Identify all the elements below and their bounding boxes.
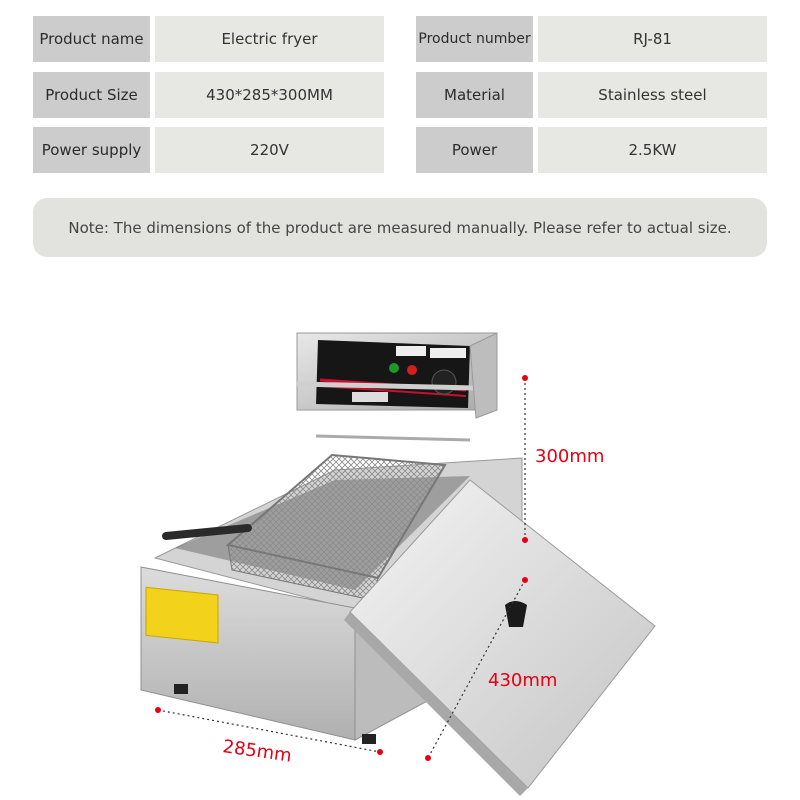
dim-height-label: 300mm: [535, 446, 605, 467]
spec-label-material: Material: [416, 72, 533, 118]
indicator-light-green: [389, 363, 399, 373]
spec-value-material: Stainless steel: [538, 72, 767, 118]
fryer-illustration: [0, 290, 800, 800]
indicator-light-red: [407, 365, 417, 375]
spec-label-power: Power: [416, 127, 533, 173]
thermostat-knob: [432, 370, 456, 394]
spec-value-power: 2.5KW: [538, 127, 767, 173]
spec-value-power-supply: 220V: [155, 127, 384, 173]
spec-label-product-number: Product number: [416, 16, 533, 62]
dim-width-label: 285mm: [221, 736, 293, 767]
spec-value-product-name: Electric fryer: [155, 16, 384, 62]
lid-knob: [505, 601, 527, 627]
spec-value-product-number: RJ-81: [538, 16, 767, 62]
spec-label-product-size: Product Size: [33, 72, 150, 118]
dim-depth-label: 430mm: [488, 670, 558, 691]
spec-value-product-size: 430*285*300MM: [155, 72, 384, 118]
spec-label-product-name: Product name: [33, 16, 150, 62]
spec-label-power-supply: Power supply: [33, 127, 150, 173]
dimension-height: [522, 375, 604, 543]
measurement-note: Note: The dimensions of the product are measured manually. Please refer to actual size.: [33, 198, 767, 257]
control-box: [296, 333, 497, 418]
warning-label: [146, 587, 218, 643]
